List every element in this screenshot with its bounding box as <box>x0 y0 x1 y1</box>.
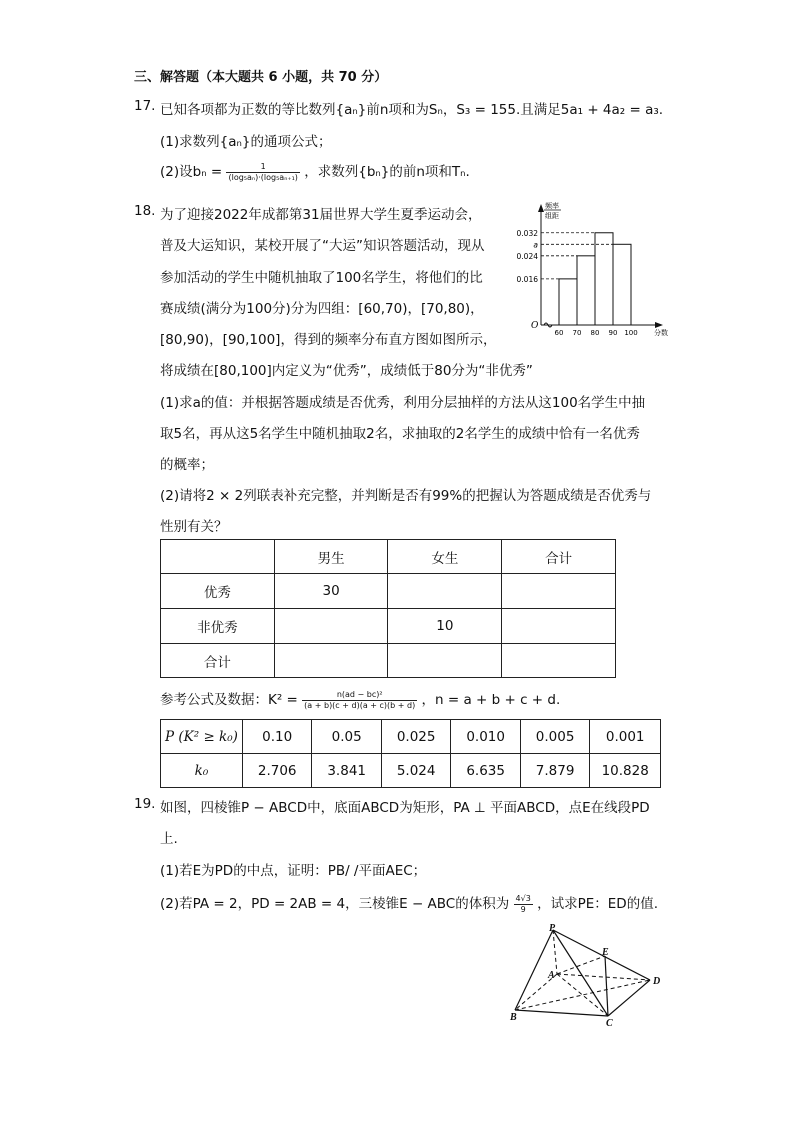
edge-AC <box>557 974 608 1016</box>
table-row <box>161 754 661 788</box>
table-cell: 10 <box>388 609 502 644</box>
label-B: B <box>510 1012 517 1023</box>
table-cell <box>502 574 616 609</box>
edge-PA <box>553 930 557 974</box>
label-P: P <box>549 923 556 934</box>
y-tick-label: a <box>533 240 538 250</box>
label-C: C <box>606 1018 613 1029</box>
q17-frac-num: 1 <box>226 162 299 173</box>
x-tick-label: 100 <box>624 329 638 337</box>
y-axis-arrow <box>538 204 544 212</box>
table-cell: 6.635 <box>451 754 520 788</box>
table-cell <box>274 644 388 678</box>
q19-part1: (1)若E为PD的中点，证明：PB/ /平面AEC； <box>160 863 427 879</box>
q18-number: 18. <box>134 203 156 219</box>
label-E: E <box>602 947 609 958</box>
table-row <box>161 574 616 609</box>
histogram-bar <box>613 244 631 325</box>
x-tick-label: 60 <box>554 329 564 337</box>
table-cell: 女生 <box>388 540 502 574</box>
contingency-table <box>160 539 616 678</box>
formula-den: (a + b)(c + d)(a + c)(b + d) <box>304 700 416 710</box>
pyramid-figure <box>505 922 680 1032</box>
origin-label: O <box>531 321 539 331</box>
table-cell: 0.05 <box>312 720 381 754</box>
formula-fraction <box>302 690 417 711</box>
x-tick-label: 80 <box>590 329 600 337</box>
edge-AE <box>557 956 605 974</box>
table-header-row <box>161 540 616 574</box>
histogram-bar <box>577 256 595 325</box>
q19-part2-prefix: (2)若PA = 2，PD = 2AB = 4，三棱锥E − ABC的体积为 <box>160 896 510 912</box>
x-axis-label: 分数 <box>654 329 668 337</box>
q17-part1: (1)求数列{aₙ}的通项公式； <box>160 134 332 150</box>
table-cell: 非优秀 <box>161 609 275 644</box>
formula-suffix: ，n = a + b + c + d. <box>421 692 561 708</box>
table-cell: 30 <box>274 574 388 609</box>
y-tick-label: 0.016 <box>516 274 538 284</box>
table-cell <box>388 574 502 609</box>
q18-line: 普及大运知识，某校开展了“大运”知识答题活动，现从 <box>160 238 485 254</box>
y-label-bottom: 组距 <box>545 212 559 220</box>
formula-prefix: 参考公式及数据：K² = <box>160 692 298 708</box>
q17-part2 <box>160 160 470 183</box>
table-row <box>161 609 616 644</box>
table-cell: 2.706 <box>242 754 311 788</box>
q18-part1-line: 的概率； <box>160 457 214 473</box>
q18-line: 赛成绩(满分为100分)分为四组：[60,70)，[70,80)， <box>160 301 484 317</box>
edge-CD <box>608 980 650 1016</box>
reference-formula <box>160 688 560 711</box>
edge-AD <box>557 974 650 980</box>
histogram-bar <box>595 233 613 325</box>
q17-stem: 已知各项都为正数的等比数列{aₙ}前n项和为Sₙ，S₃ = 155.且满足5a₁ + 4a₂ = a₃. <box>160 102 664 118</box>
q18-part1-line: 取5名，再从这5名学生中随机抽取2名，求抽取的2名学生的成绩中恰有一名优秀 <box>160 426 640 442</box>
q19-frac-den: 9 <box>520 904 526 914</box>
critical-value-table <box>160 719 661 788</box>
q18-line: 将成绩在[80,100]内定义为“优秀”，成绩低于80分为“非优秀” <box>160 363 533 379</box>
edge-PC <box>553 930 608 1016</box>
q18-line: 参加活动的学生中随机抽取了100名学生，将他们的比 <box>160 270 483 286</box>
edge-BC <box>515 1010 608 1016</box>
q19-part2 <box>160 892 658 915</box>
q19-part2-suffix: ，试求PE：ED的值. <box>537 896 658 912</box>
table-cell <box>274 609 388 644</box>
q19-fraction <box>514 894 533 915</box>
table-row <box>161 720 661 754</box>
q18-line: 为了迎接2022年成都第31届世界大学生夏季运动会， <box>160 207 482 223</box>
section-title: 三、解答题（本大题共 6 小题，共 70 分） <box>134 70 388 85</box>
label-A: A <box>548 970 555 981</box>
table-cell <box>502 644 616 678</box>
q18-part2-line: (2)请将2 × 2列联表补充完整，并判断是否有99%的把握认为答题成绩是否优秀与 <box>160 488 652 504</box>
q19-line2: 上. <box>160 831 178 847</box>
histogram-bar <box>559 279 577 325</box>
q18-part1-line: (1)求a的值：并根据答题成绩是否优秀，利用分层抽样的方法从这100名学生中抽 <box>160 395 646 411</box>
table-cell <box>161 540 275 574</box>
q19-line1: 如图，四棱锥P − ABCD中，底面ABCD为矩形，PA ⊥ 平面ABCD，点E在线段PD <box>160 800 650 816</box>
y-label-top: 频率 <box>545 202 559 210</box>
table-cell: 0.10 <box>242 720 311 754</box>
table-cell: 0.005 <box>520 720 589 754</box>
label-D: D <box>653 976 661 987</box>
q19-frac-num: 4√3 <box>515 893 531 903</box>
q18-part2-line: 性别有关？ <box>160 519 228 535</box>
q17-number: 17. <box>134 98 156 114</box>
table-cell: 0.001 <box>590 720 661 754</box>
table-cell: 7.879 <box>520 754 589 788</box>
table-cell: 0.025 <box>381 720 450 754</box>
table-row <box>161 644 616 678</box>
x-tick-label: 70 <box>572 329 582 337</box>
x-axis-arrow <box>655 322 663 328</box>
q19-number: 19. <box>134 796 156 812</box>
table-cell: P (K² ≥ k₀) <box>161 720 243 754</box>
table-cell: 5.024 <box>381 754 450 788</box>
frequency-histogram <box>505 198 668 338</box>
x-tick-label: 90 <box>608 329 618 337</box>
q17-part2-suffix: ，求数列{bₙ}的前n项和Tₙ. <box>304 164 470 180</box>
q18-line: [80,90)，[90,100]，得到的频率分布直方图如图所示， <box>160 332 497 348</box>
table-cell: 优秀 <box>161 574 275 609</box>
q17-frac-den: (log₅aₙ)·(log₅aₙ₊₁) <box>228 172 298 182</box>
edge-BD <box>515 980 650 1010</box>
table-cell: 合计 <box>161 644 275 678</box>
y-tick-label: 0.032 <box>516 228 538 238</box>
q17-fraction <box>226 162 299 183</box>
table-cell: 男生 <box>274 540 388 574</box>
table-cell: 10.828 <box>590 754 661 788</box>
table-cell: k₀ <box>161 754 243 788</box>
formula-num: n(ad − bc)² <box>302 690 417 701</box>
y-tick-label: 0.024 <box>516 251 538 261</box>
table-cell: 合计 <box>502 540 616 574</box>
table-cell: 0.010 <box>451 720 520 754</box>
table-cell: 3.841 <box>312 754 381 788</box>
edge-CE <box>605 956 608 1016</box>
q17-part2-prefix: (2)设bₙ = <box>160 164 223 180</box>
table-cell <box>388 644 502 678</box>
table-cell <box>502 609 616 644</box>
